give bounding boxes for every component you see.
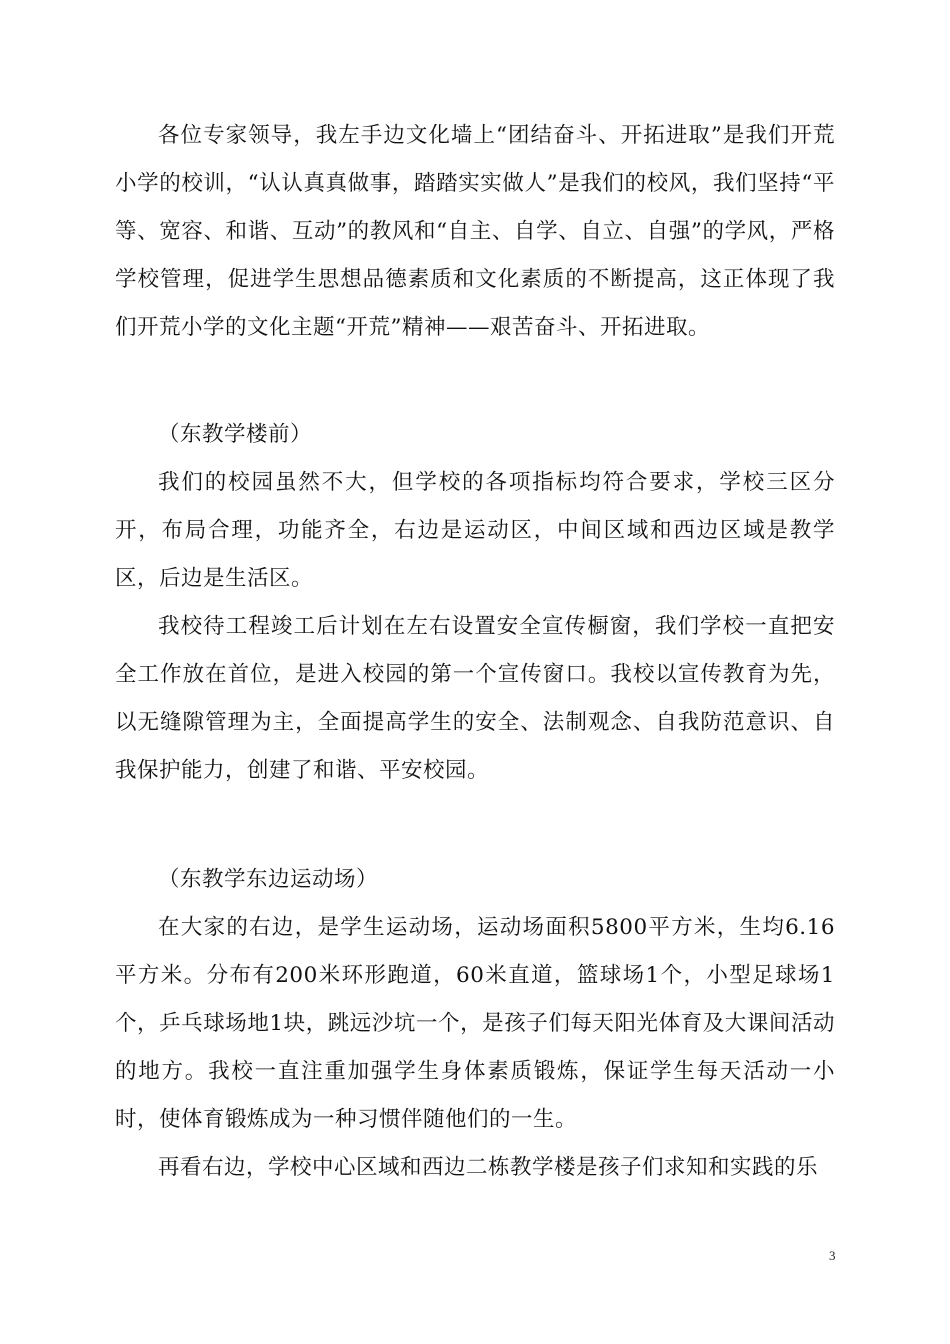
section-east-building [115, 411, 835, 795]
paragraph-teaching-buildings: 再看右边，学校中心区域和西边二栋教学楼是孩子们求知和实践的乐 [158, 1155, 819, 1180]
section-sports-field [115, 856, 835, 1192]
paragraph-school-motto: 各位专家领导，我左手边文化墙上“团结奋斗、开拓进取”是我们开荒小学的校训，“认认真真做事，踏踏实实做人”是我们的校风，我们坚持“平等、宽容、和谐、互动”的教风和“自主、自学、自立、自强”的学风，严格学校管理，促进学生思想品德素质和文化素质的不断提高，这正体现了我们开荒小学的文化主题“开荒”精神——艰苦奋斗、开拓进取。 [115, 123, 835, 340]
paragraph-sports-field: 在大家的右边，是学生运动场，运动场面积5800平方米，生均6.16平方米。分布有200米环形跑道，60米直道，篮球场1个，小型足球场1个，乒乓球场地1块，跳远沙坑一个，是孩子们每天阳光体育及大课间活动的地方。我校一直注重加强学生身体素质锻炼，保证学生每天活动一小时，使体育锻炼成为一种习惯伴随他们的一生。 [115, 915, 835, 1132]
paragraph-campus-layout: 我们的校园虽然不大，但学校的各项指标均符合要求，学校三区分开，布局合理，功能齐全，右边是运动区，中间区域和西边区域是教学区，后边是生活区。 [115, 470, 835, 591]
paragraph-safety: 我校待工程竣工后计划在左右设置安全宣传橱窗，我们学校一直把安全工作放在首位，是进入校园的第一个宣传窗口。我校以宣传教育为先，以无缝隙管理为主，全面提高学生的安全、法制观念、自我防范意识、自我保护能力，创建了和谐、平安校园。 [115, 614, 835, 783]
section-heading-east-building: （东教学楼前） [158, 422, 313, 447]
page-number: 3 [829, 1248, 836, 1263]
section-heading-sports-field: （东教学东边运动场） [158, 867, 379, 892]
section-intro [115, 112, 835, 352]
